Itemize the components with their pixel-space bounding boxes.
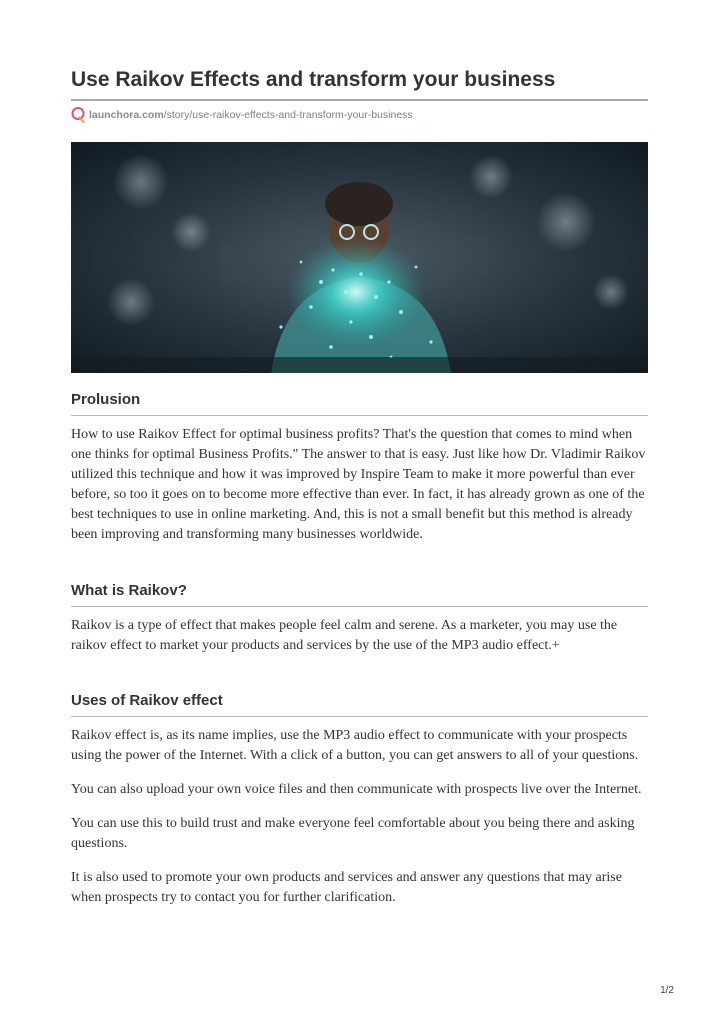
section-prolusion [71,390,648,545]
section-paragraph: How to use Raikov Effect for optimal business profits? That's the question that comes to mind when one thinks for optimal Business Profits." The answer to that is easy. Just like how Dr. Vladimir Raikov utilized this technique and how it was improved by Inspire Team to make it more powerful than ever before, so too it goes on to become more effective than ever. In fact, it has already grown as one of the best techniques to use in online marketing. And, this is not a small benefit but this method is already been improving and transforming many businesses worldwide. [71,427,646,542]
source-path[interactable]: /story/use-raikov-effects-and-transform-your-business [163,109,413,121]
section-heading: What is Raikov? [71,581,648,607]
section-paragraph: You can use this to build trust and make everyone feel comfortable about you being there and asking questions. [71,816,635,851]
launchora-logo-icon [71,107,85,123]
page-number: 1/2 [660,985,674,996]
section-heading: Uses of Raikov effect [71,691,648,717]
section-paragraph: Raikov effect is, as its name implies, use the MP3 audio effect to communicate with your prospects using the power of the Internet. With a click of a button, you can get answers to all of your questions. [71,728,639,763]
section-uses-of-raikov-effect [71,691,648,908]
section-what-is-raikov [71,581,648,656]
page-title: Use Raikov Effects and transform your business [71,68,556,91]
section-paragraph: Raikov is a type of effect that makes people feel calm and serene. As a marketer, you may use the raikov effect to market your products and services by the use of the MP3 audio effect.+ [71,618,618,653]
source-domain[interactable]: launchora.com [89,109,164,121]
hero-photo [71,142,648,373]
source-link[interactable] [71,106,413,124]
section-paragraph: It is also used to promote your own products and services and answer any questions that may arise when prospects try to contact you for further clarification. [71,870,622,905]
section-heading: Prolusion [71,390,648,416]
title-divider [71,99,648,101]
section-paragraph: You can also upload your own voice files and then communicate with prospects live over the Internet. [71,782,642,797]
